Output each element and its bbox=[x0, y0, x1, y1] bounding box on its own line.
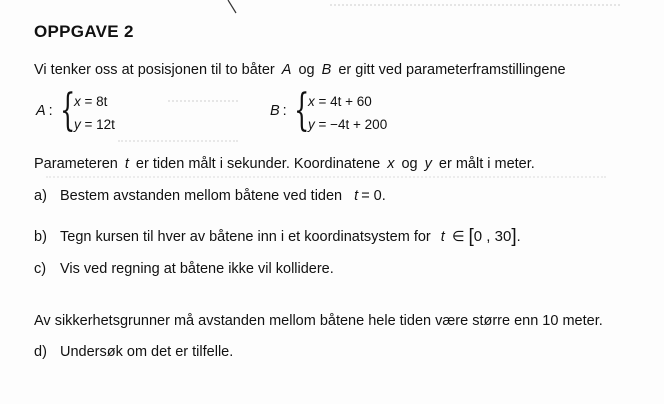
left-brace-icon: { bbox=[60, 85, 76, 136]
bleed-through-mark bbox=[46, 176, 606, 186]
intro-text-before: Vi tenker oss at posisjonen til to båter bbox=[34, 62, 275, 78]
y-variable: y bbox=[424, 156, 432, 172]
question-b-letter: b) bbox=[34, 229, 47, 245]
question-b-text: Tegn kursen til hver av båtene inn i et koordinatsystem for bbox=[60, 229, 431, 245]
boat-b-x-equation: x = 4t + 60 bbox=[308, 94, 372, 109]
question-b bbox=[34, 225, 521, 247]
interval-close-bracket: ] bbox=[511, 226, 517, 247]
parameter-og: og bbox=[401, 156, 418, 172]
parameter-line bbox=[34, 156, 535, 172]
question-b-period: . bbox=[516, 229, 521, 245]
intro-text-after: er gitt ved parameterframstillingene bbox=[338, 62, 566, 78]
interval-expression bbox=[469, 228, 517, 245]
boat-a-y-equation: y = 12t bbox=[74, 117, 115, 132]
element-of-symbol: ∈ bbox=[451, 229, 465, 245]
question-a bbox=[34, 188, 386, 204]
parameter-text-before: Parameteren bbox=[34, 156, 118, 172]
question-d bbox=[34, 344, 233, 360]
question-a-expression: = 0 bbox=[361, 188, 382, 204]
question-d-letter: d) bbox=[34, 344, 47, 360]
parameter-text-middle: er tiden målt i sekunder. Koordinatene bbox=[135, 156, 381, 172]
boat-b-variable: B bbox=[321, 62, 332, 78]
boat-a-x-equation: x = 8t bbox=[74, 94, 108, 109]
boat-b-y-equation: y = −4t + 200 bbox=[308, 117, 388, 132]
boat-a-label: A : bbox=[36, 103, 53, 119]
question-c-letter: c) bbox=[34, 261, 47, 277]
safety-statement: Av sikkerhetsgrunner må avstanden mellom båtene hele tiden være større enn 10 meter. bbox=[34, 313, 603, 329]
task-heading: OPPGAVE 2 bbox=[34, 22, 134, 41]
x-variable: x bbox=[387, 156, 395, 172]
question-a-period: . bbox=[381, 188, 386, 204]
question-a-letter: a) bbox=[34, 188, 47, 204]
interval-bounds: 0 , 30 bbox=[473, 228, 512, 245]
bleed-through-mark bbox=[330, 4, 620, 14]
question-b-t-variable: t bbox=[440, 229, 445, 245]
parameter-text-after: er målt i meter. bbox=[438, 156, 535, 172]
intro-line bbox=[34, 62, 566, 78]
question-a-t-variable: t bbox=[354, 188, 359, 204]
scan-mark bbox=[226, 0, 238, 14]
question-c bbox=[34, 261, 334, 277]
boat-a-system bbox=[36, 85, 166, 138]
boat-b-system bbox=[270, 85, 430, 138]
question-a-text: Bestem avstanden mellom båtene ved tiden bbox=[60, 188, 343, 204]
interval-open-bracket: [ bbox=[468, 226, 474, 247]
question-c-text: Vis ved regning at båtene ikke vil kollidere. bbox=[60, 261, 334, 277]
bleed-through-mark bbox=[168, 100, 238, 110]
bleed-through-mark bbox=[118, 140, 238, 150]
intro-og: og bbox=[298, 62, 315, 78]
left-brace-icon: { bbox=[294, 85, 310, 136]
boat-b-label: B : bbox=[270, 103, 287, 119]
boat-a-variable: A bbox=[281, 62, 292, 78]
t-variable: t bbox=[124, 156, 129, 172]
question-d-text: Undersøk om det er tilfelle. bbox=[60, 344, 234, 360]
